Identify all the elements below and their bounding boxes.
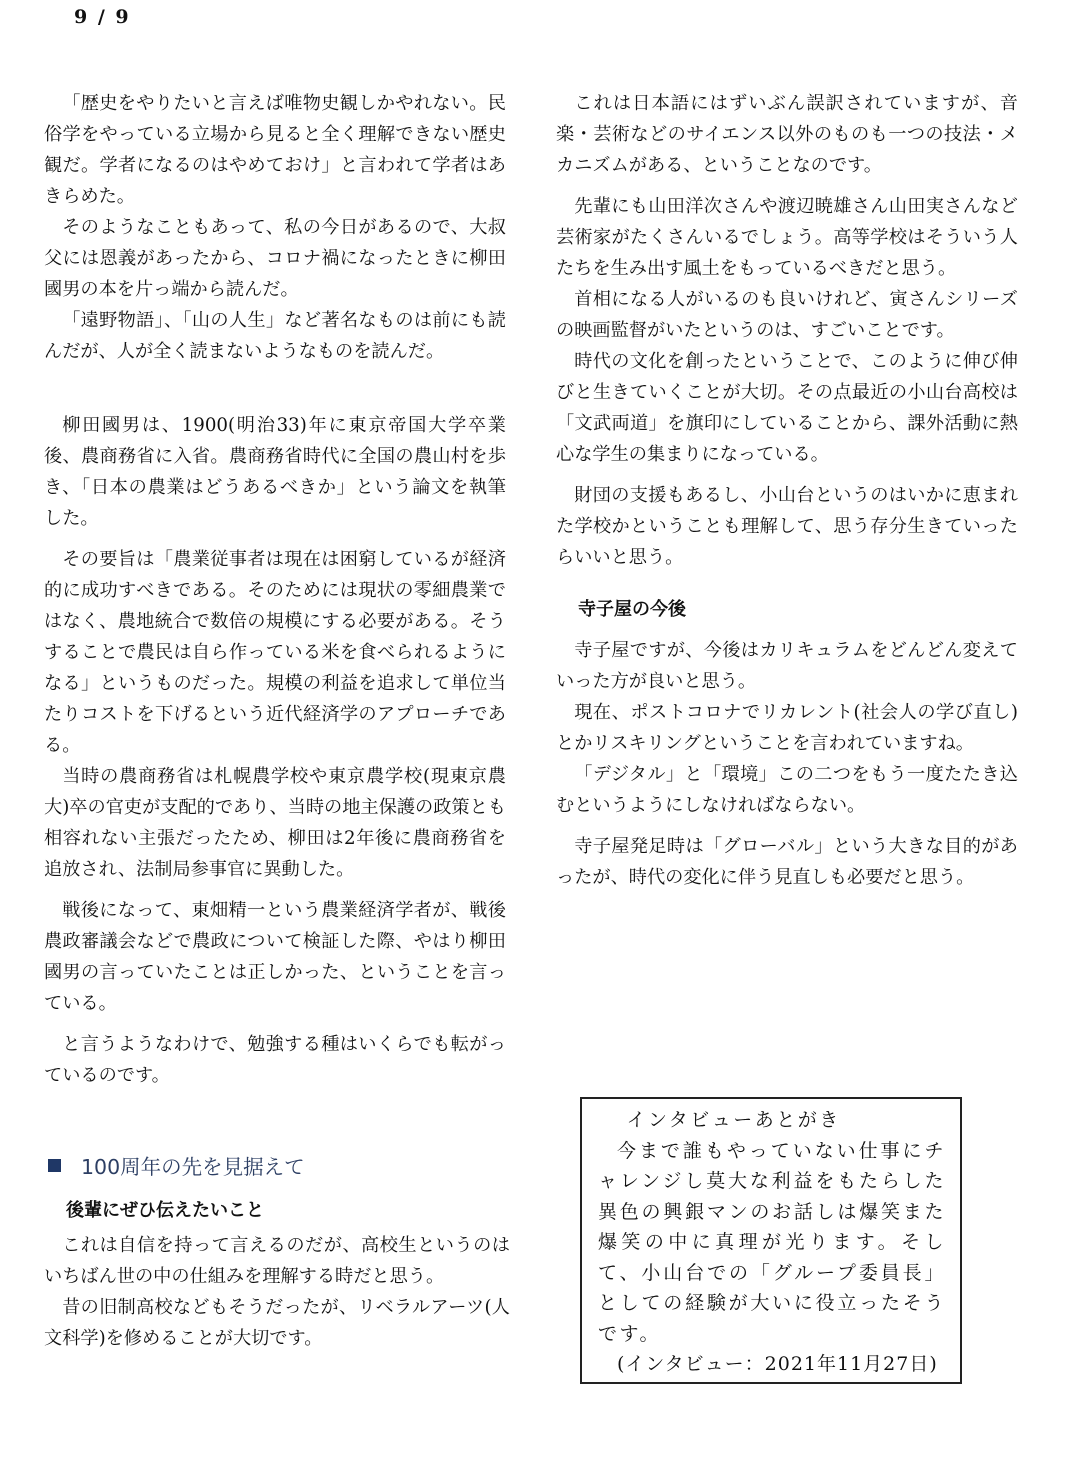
left-paragraph: と言うようなわけで、勉強する種はいくらでも転がっているのです。: [44, 1034, 506, 1086]
page-number: 9 / 9: [74, 6, 131, 28]
section-body: [44, 1196, 510, 1354]
left-paragraph: その要旨は「農業従事者は現在は困窮しているが経済的に成功すべきである。そのためには現状の零細農業ではなく、農地統合で数倍の規模にする必要がある。そうすることで農民は自ら作っている米を食べられるようになる」というものだった。規模の利益を追求して単位当たりコストを下げるという近代経済学のアプローチである。: [44, 549, 506, 756]
section-paragraph: 昔の旧制高校などもそうだったが、リベラルアーツ(人文科学)を修めることが大切です。: [44, 1297, 510, 1349]
terakoya-paragraph: 寺子屋ですが、今後はカリキュラムをどんどん変えていった方が良いと思う。: [556, 640, 1018, 692]
left-paragraph: 柳田國男は、1900(明治33)年に東京帝国大学卒業後、農商務省に入省。農商務省時代に全国の農山村を歩き、「日本の農業はどうあるべきか」という論文を執筆した。: [44, 415, 506, 529]
section-paragraph: これは自信を持って言えるのだが、高校生というのはいちばん世の中の仕組みを理解する時だと思う。: [44, 1235, 510, 1287]
afterword-box: [580, 1097, 962, 1384]
spacer: [556, 583, 1018, 595]
afterword-date: (インタビュー：2021年11月27日): [617, 1353, 938, 1375]
square-bullet-icon: [48, 1159, 61, 1172]
right-column: [556, 88, 1018, 903]
terakoya-paragraph: 「デジタル」と「環境」この二つをもう一度たたき込むというようにしなければならない。: [556, 764, 1018, 816]
left-paragraph: 戦後になって、東畑精一という農業経済学者が、戦後農政審議会などで農政について検証した際、やはり柳田國男の言っていたことは正しかった、ということを言っている。: [44, 900, 506, 1014]
spacer: [44, 367, 506, 398]
section-heading: [48, 1150, 305, 1180]
right-paragraph: 財団の支援もあるし、小山台というのはいかに恵まれた学校かということも理解して、思う存分生きていったらいいと思う。: [556, 485, 1018, 568]
terakoya-paragraph: 寺子屋発足時は「グローバル」という大きな目的があったが、時代の変化に伴う見直しも必要だと思う。: [556, 836, 1018, 888]
afterword-title: インタビューあとがき: [626, 1109, 841, 1131]
afterword-body: 今まで誰もやっていない仕事にチャレンジし莫大な利益をもたらした異色の興銀マンのお話しは爆笑また爆笑の中に真理が光ります。そして、小山台での「グループ委員長」としての経験が大いに役立ったそうです。: [598, 1139, 946, 1345]
left-column: [44, 88, 506, 1101]
terakoya-subheading: 寺子屋の今後: [578, 599, 686, 620]
left-paragraph: 「遠野物語」、「山の人生」など著名なものは前にも読んだが、人が全く読まないようなものを読んだ。: [44, 310, 506, 362]
right-paragraph: 時代の文化を創ったということで、このように伸び伸びと生きていくことが大切。その点最近の小山台高校は「文武両道」を旗印にしていることから、課外活動に熱心な学生の集まりになっている。: [556, 351, 1018, 465]
right-paragraph: 先輩にも山田洋次さんや渡辺暁雄さん山田実さんなど芸術家がたくさんいるでしょう。高等学校はそういう人たちを生み出す風土をもっているべきだと思う。: [556, 196, 1018, 279]
left-paragraph: 当時の農商務省は札幌農学校や東京農学校(現東京農大)卒の官吏が支配的であり、当時の地主保護の政策とも相容れない主張だったため、柳田は2年後に農商務省を追放され、法制局参事官に異動した。: [44, 766, 506, 880]
section-heading-text: 100周年の先を見据えて: [81, 1155, 305, 1179]
terakoya-paragraph: 現在、ポストコロナでリカレント(社会人の学び直し)とかリスキリングということを言われていますね。: [556, 702, 1018, 754]
right-paragraph: これは日本語にはずいぶん誤訳されていますが、音楽・芸術などのサイエンス以外のものも一つの技法・メカニズムがある、ということなのです。: [556, 93, 1018, 176]
left-paragraph: そのようなこともあって、私の今日があるので、大叔父には恩義があったから、コロナ禍になったときに柳田國男の本を片っ端から読んだ。: [44, 217, 506, 300]
left-paragraph: 「歴史をやりたいと言えば唯物史観しかやれない。民俗学をやっている立場から見ると全く理解できない歴史観だ。学者になるのはやめておけ」と言われて学者はあきらめた。: [44, 93, 506, 207]
spacer: [44, 398, 506, 410]
right-paragraph: 首相になる人がいるのも良いけれど、寅さんシリーズの映画監督がいたというのは、すごいことです。: [556, 289, 1018, 341]
section-subheading: 後輩にぜひ伝えたいこと: [66, 1200, 264, 1221]
